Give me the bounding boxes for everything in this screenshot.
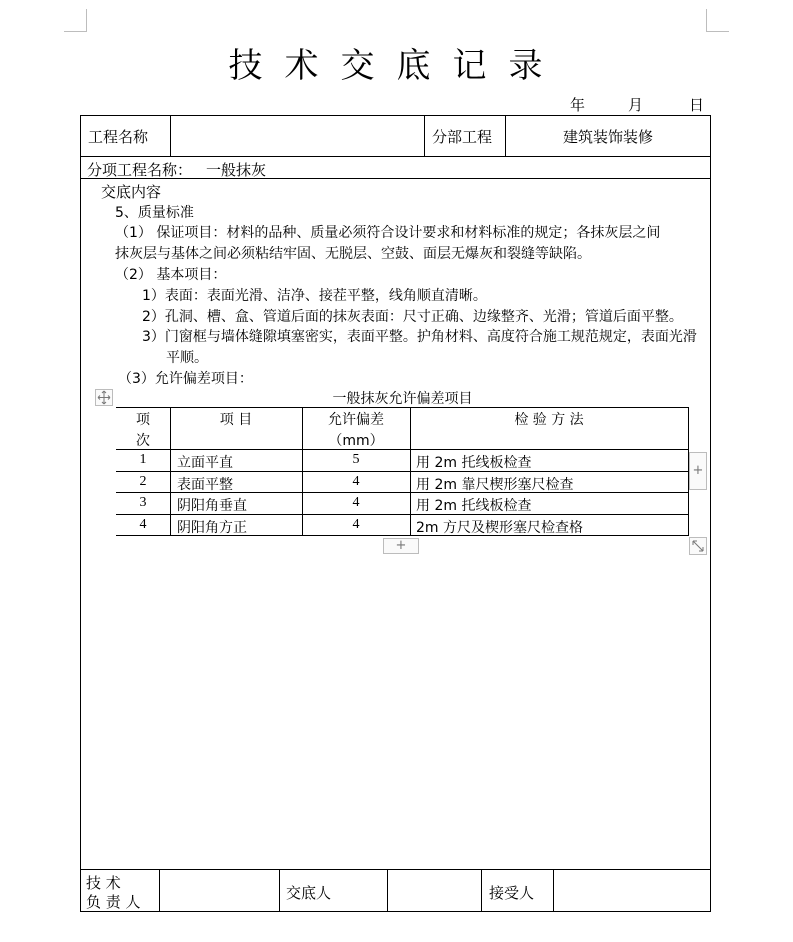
basic-items-heading: （2） 基本项目： (115, 267, 227, 283)
move-handle-icon (96, 390, 112, 405)
tech-lead-label-line2: 负 责 人 (86, 893, 141, 911)
table-cell-tolerance: 4 (352, 517, 360, 532)
handover-person-label: 交底人 (286, 884, 332, 902)
section-heading: 5、质量标准 (115, 205, 194, 221)
table-cell-item: 阴阳角垂直 (177, 498, 247, 514)
footer-divider (387, 869, 388, 912)
col-header-item: 项 目 (219, 412, 253, 428)
receiver-label: 接受人 (489, 884, 535, 902)
table-resize-handle[interactable] (689, 537, 707, 555)
col-header-index: 项 (136, 412, 150, 428)
division-value[interactable]: 建筑装饰装修 (562, 128, 653, 146)
plus-icon: + (395, 538, 407, 553)
table-move-handle[interactable] (95, 389, 113, 406)
plus-icon: + (692, 463, 704, 478)
table-caption: 一般抹灰允许偏差项目 (332, 391, 473, 407)
footer-divider (279, 869, 280, 912)
document-title: 技术交底记录 (228, 46, 565, 86)
table-border (116, 407, 689, 408)
table-cell-item: 表面平整 (177, 477, 233, 493)
table-cell-index: 2 (139, 474, 147, 489)
subitem-value[interactable]: 一般抹灰 (206, 161, 267, 179)
footer-divider (159, 869, 160, 912)
basic-item-2: 2）孔洞、槽、盒、管道后面的抹灰表面：尺寸正确、边缘整齐、光滑；管道后面平整。 (142, 309, 683, 325)
page-corner-mark-tl (64, 9, 87, 32)
table-cell-method: 2m 方尺及楔形塞尺检查格 (416, 520, 583, 536)
date-day-label: 日 (689, 96, 705, 114)
col-header-method: 检 验 方 法 (514, 412, 584, 428)
footer-divider (553, 869, 554, 912)
tolerance-heading: （3）允许偏差项目： (118, 371, 253, 387)
guarantee-paragraph-line2: 抹灰层与基体之间必须粘结牢固、无脱层、空鼓、面层无爆灰和裂缝等缺陷。 (115, 246, 591, 262)
footer-row-line (80, 869, 711, 870)
col-header-tolerance: 允许偏差 (328, 412, 384, 428)
header-row-line (80, 156, 711, 157)
basic-item-3-continuation: 平顺。 (166, 350, 208, 366)
table-cell-method: 用 2m 托线板检查 (416, 455, 532, 471)
content-heading: 交底内容 (101, 183, 162, 201)
date-year-label: 年 (570, 96, 586, 114)
table-cell-tolerance: 4 (352, 495, 360, 510)
table-cell-method: 用 2m 托线板检查 (416, 498, 532, 514)
guarantee-paragraph-line1: （1） 保证项目：材料的品种、质量必须符合设计要求和材料标准的规定；各抹灰层之间 (115, 225, 661, 241)
header-divider (424, 115, 425, 157)
table-cell-tolerance: 5 (352, 452, 360, 467)
resize-arrow-icon (690, 538, 706, 554)
table-cell-index: 1 (139, 452, 147, 467)
table-cell-index: 3 (139, 495, 147, 510)
table-cell-item: 阴阳角方正 (177, 520, 247, 536)
date-month-label: 月 (628, 96, 644, 114)
subitem-label: 分项工程名称： (87, 161, 193, 179)
division-label: 分部工程 (432, 128, 493, 146)
table-cell-method: 用 2m 靠尺楔形塞尺检查 (416, 477, 574, 493)
header-divider (170, 115, 171, 157)
table-cell-item: 立面平直 (177, 455, 233, 471)
add-row-button[interactable] (383, 538, 419, 554)
footer-divider (481, 869, 482, 912)
add-column-button[interactable] (689, 452, 707, 490)
col-header-tolerance-unit: （mm） (328, 433, 384, 449)
project-name-label: 工程名称 (88, 128, 149, 146)
basic-item-3: 3）门窗框与墙体缝隙填塞密实，表面平整。护角材料、高度符合施工规范规定，表面光滑 (142, 329, 697, 345)
table-cell-index: 4 (139, 517, 147, 532)
basic-item-1: 1）表面：表面光滑、洁净、接茬平整，线角顺直清晰。 (142, 288, 487, 304)
page-corner-mark-tr (706, 9, 729, 32)
tech-lead-label: 技 术 (86, 874, 121, 892)
table-cell-tolerance: 4 (352, 474, 360, 489)
col-header-index-line2: 次 (136, 433, 150, 449)
